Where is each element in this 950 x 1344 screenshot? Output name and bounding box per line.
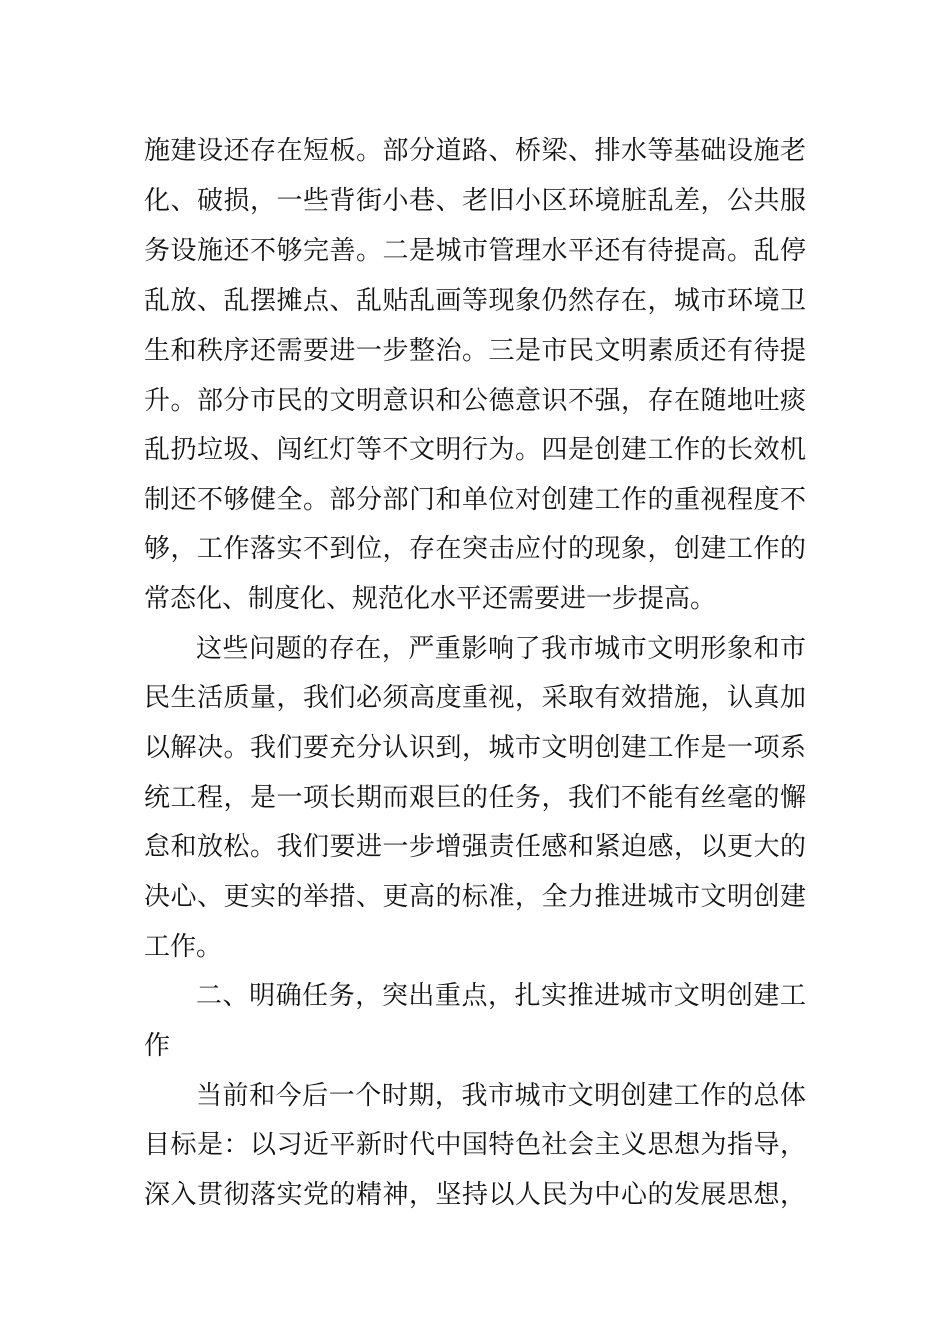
text-line: 怠和放松。我们要进一步增强责任感和紧迫感，以更大的 (144, 832, 806, 862)
paragraph-first-line: 这些问题的存在，严重影响了我市城市文明形象和市 (196, 634, 806, 664)
paragraph-first-line: 当前和今后一个时期，我市城市文明创建工作的总体 (196, 1081, 806, 1111)
text-line: 工作。 (144, 932, 223, 962)
text-line: 施建设还存在短板。部分道路、桥梁、排水等基础设施老 (144, 136, 806, 166)
text-line: 乱扔垃圾、闯红灯等不文明行为。四是创建工作的长效机 (144, 435, 806, 465)
text-line: 生和秩序还需要进一步整治。三是市民文明素质还有待提 (144, 336, 806, 366)
text-line: 民生活质量，我们必须高度重视，采取有效措施，认真加 (144, 683, 806, 713)
text-line: 务设施还不够完善。二是城市管理水平还有待提高。乱停 (144, 236, 806, 266)
text-line: 化、破损，一些背街小巷、老旧小区环境脏乱差，公共服 (144, 186, 806, 216)
text-line: 常态化、制度化、规范化水平还需要进一步提高。 (144, 584, 717, 614)
text-line: 够，工作落实不到位，存在突击应付的现象，创建工作的 (144, 534, 806, 564)
text-line: 乱放、乱摆摊点、乱贴乱画等现象仍然存在，城市环境卫 (144, 286, 806, 316)
section-heading-continuation: 作 (144, 1031, 171, 1061)
text-line: 决心、更实的举措、更高的标准，全力推进城市文明创建 (144, 882, 806, 912)
text-line: 深入贯彻落实党的精神，坚持以人民为中心的发展思想， (144, 1180, 806, 1210)
text-line: 目标是：以习近平新时代中国特色社会主义思想为指导， (144, 1130, 806, 1160)
text-line: 以解决。我们要充分认识到，城市文明创建工作是一项系 (144, 733, 806, 763)
section-heading: 二、明确任务，突出重点，扎实推进城市文明创建工 (196, 981, 806, 1011)
text-line: 升。部分市民的文明意识和公德意识不强，存在随地吐痰 (144, 386, 806, 416)
text-line: 制还不够健全。部分部门和单位对创建工作的重视程度不 (144, 485, 806, 515)
text-line: 统工程，是一项长期而艰巨的任务，我们不能有丝毫的懈 (144, 783, 806, 813)
